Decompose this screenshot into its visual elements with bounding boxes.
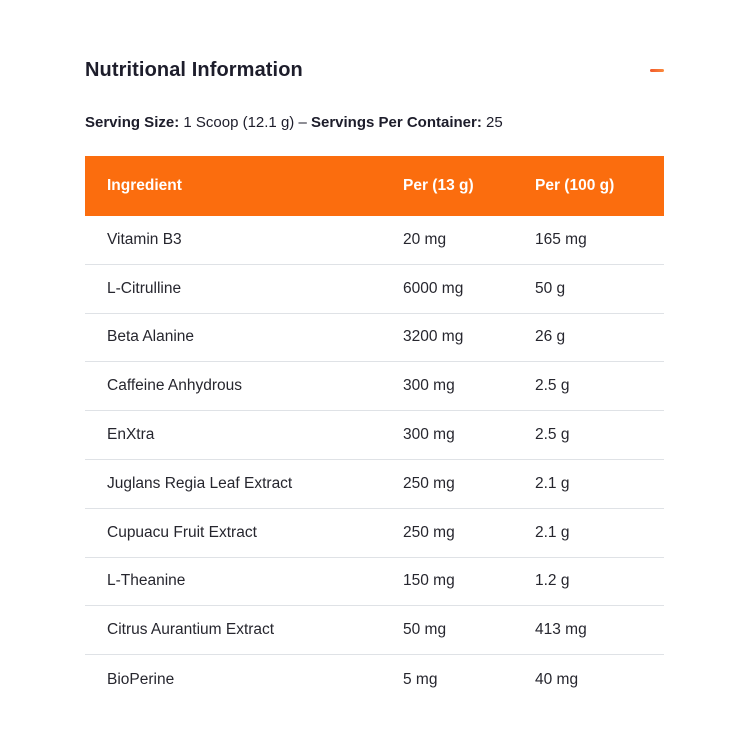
per-100g-cell: 165 mg <box>535 230 587 248</box>
table-row <box>85 314 664 363</box>
serving-info <box>85 113 664 132</box>
per-100g-cell: 26 g <box>535 328 566 346</box>
per-serving-cell: 150 mg <box>403 572 455 590</box>
table-row <box>85 655 664 704</box>
table-row <box>85 558 664 607</box>
table-row <box>85 460 664 509</box>
col-header-ingredient: Ingredient <box>107 177 182 194</box>
per-serving-cell: 300 mg <box>403 377 455 395</box>
table-row <box>85 362 664 411</box>
collapse-minus-icon[interactable] <box>650 69 664 72</box>
serving-separator: – <box>298 114 307 131</box>
servings-per-container-label: Servings Per Container: <box>310 114 482 131</box>
ingredient-cell: L-Citrulline <box>107 279 182 297</box>
per-serving-cell: 250 mg <box>403 523 455 541</box>
per-serving-cell: 3200 mg <box>403 328 464 346</box>
ingredient-cell: L-Theanine <box>107 572 186 590</box>
per-100g-cell: 2.5 g <box>535 377 570 395</box>
col-header-per-serving: Per (13 g) <box>403 177 474 194</box>
per-100g-cell: 2.1 g <box>535 474 570 492</box>
ingredient-cell: Citrus Aurantium Extract <box>107 621 275 639</box>
serving-size-value: 1 Scoop (12.1 g) <box>183 114 295 131</box>
table-row <box>85 411 664 460</box>
nutrition-table <box>85 156 664 704</box>
per-100g-cell: 50 g <box>535 279 566 297</box>
per-100g-cell: 40 mg <box>535 670 579 688</box>
table-body <box>85 216 664 704</box>
ingredient-cell: Caffeine Anhydrous <box>107 377 243 395</box>
table-header-row <box>85 156 664 216</box>
per-serving-cell: 300 mg <box>403 426 455 444</box>
col-header-per-100g: Per (100 g) <box>535 177 615 194</box>
per-serving-cell: 6000 mg <box>403 279 464 297</box>
per-serving-cell: 250 mg <box>403 474 455 492</box>
per-100g-cell: 413 mg <box>535 621 587 639</box>
ingredient-cell: BioPerine <box>107 670 175 688</box>
ingredient-cell: Juglans Regia Leaf Extract <box>107 474 293 492</box>
per-serving-cell: 50 mg <box>403 621 447 639</box>
section-title: Nutritional Information <box>85 59 303 81</box>
table-row <box>85 509 664 558</box>
table-row <box>85 606 664 655</box>
table-row <box>85 265 664 314</box>
table-row <box>85 216 664 265</box>
ingredient-cell: Beta Alanine <box>107 328 195 346</box>
section-header <box>85 58 664 82</box>
ingredient-cell: Cupuacu Fruit Extract <box>107 523 257 541</box>
per-serving-cell: 5 mg <box>403 670 438 688</box>
servings-per-container-value: 25 <box>486 114 503 131</box>
ingredient-cell: EnXtra <box>107 426 155 444</box>
ingredient-cell: Vitamin B3 <box>107 230 182 248</box>
per-100g-cell: 2.1 g <box>535 523 570 541</box>
per-100g-cell: 2.5 g <box>535 426 570 444</box>
serving-size-label: Serving Size: <box>85 114 180 131</box>
per-serving-cell: 20 mg <box>403 230 447 248</box>
per-100g-cell: 1.2 g <box>535 572 570 590</box>
